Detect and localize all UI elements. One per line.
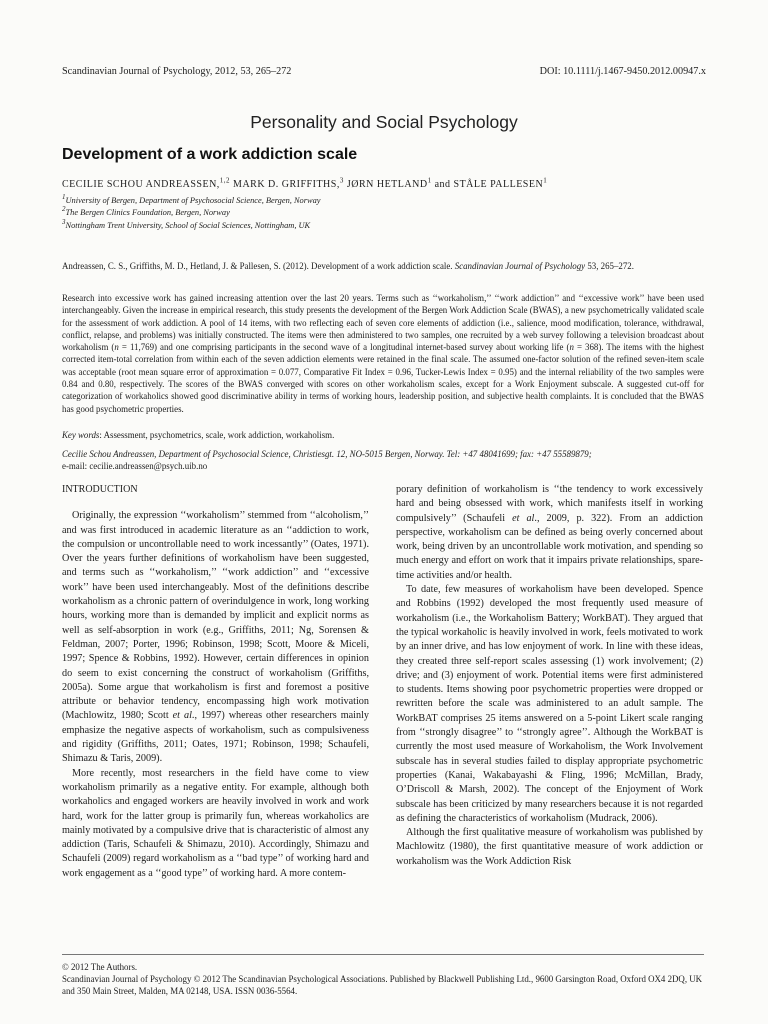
affiliation-mark: 2	[62, 205, 66, 214]
affiliation-list	[62, 195, 320, 232]
correspondence	[62, 448, 704, 473]
paragraph-text: ., 2009, p. 322). From an addiction perspective, workaholism can be defined as being overly concerned about work, being driven by an uncontrollable work motivation, and spending so much energy and effort on work that it impairs private relationships, spare-time activities and/or health.	[396, 512, 704, 581]
abstract-text: Research into excessive work has gained increasing attention over the last 20 years. Terms such as ‘‘workaholism,’’ ‘‘work addiction’’ and ‘‘excessive work’’ have been used interchangeably. Given the increase in empirical research, this study presents the development of the Bergen Work Addiction Scale (BWAS), a new psychometrically validated scale for the assessment of work addiction. A pool of 14 items, with two reflecting each of seven core elements of addiction (i.e., salience, mood modification, tolerance, withdrawal, conflict, relapse, and problems) was initially constructed. The items were then administered to two samples, one recruited by a web survey following a television broadcast about workaholism (	[62, 293, 704, 353]
affiliation	[62, 195, 320, 207]
abstract	[62, 292, 704, 415]
abstract-n-symbol: n	[569, 342, 574, 353]
paragraph: To date, few measures of workaholism have been developed. Spence and Robbins (1992) developed the most frequently used measure of workaholism (i.e., the Workaholism Battery; WorkBAT). They argued that the typical workaholic is heavily involved in work, feels motivated to work by an inner drive, and has low enjoyment of work. In line with these ideas, they created three self-report scales assessing (1) work involvement; (2) drive; and (3) enjoyment of work. Potential items were first administered to students. Items showing poor psychometric properties were dropped or rewritten before the scale was administered to an adult sample. The WorkBAT comprises 25 items answered on a 5-point Likert scale ranging from ‘‘strongly disagree’’ to ‘‘strongly agree’’. Although the WorkBAT is currently the most used measure of Workaholism, the Work Involvement subscale has in several studies failed to display appropriate psychometric properties (Kanai, Wakabayashi & Fling, 1996; McMillan, Brady, O’Driscoll & Marsh, 2002). The concept of the Enjoyment of Work subscale has been criticized by many researchers because it is not regarded as defining the characteristics of workaholism (Mudrack, 2006).	[396, 584, 703, 824]
journal-citation-header: Scandinavian Journal of Psychology, 2012, 53, 265–272	[62, 66, 292, 77]
keywords-label: Key words	[62, 430, 100, 440]
paragraph-text: et al	[512, 512, 535, 524]
page-footer	[62, 961, 704, 998]
copyright-line: © 2012 The Authors.	[62, 962, 138, 972]
author-affil-mark: 3	[339, 176, 344, 185]
abstract-text: = 368). The items with the highest corrected item-total correlation from within each of the seven addiction elements were retained in the final scale. The assumed one-factor solution of the refined seven-item scale was acceptable (root mean square error of approximation = 0.077, Comparative Fit Index = 0.96, Tucker-Lewis Index = 0.95) and the internal reliability of the two samples were 0.84 and 0.80, respectively. The scores of the BWAS converged with scores on other workaholism scales, except for a Work Enjoyment subscale. A suggested cut-off for categorization of workaholics showed good discriminative ability in terms of working hours, leadership position, and subjective health complaints. It is concluded that the BWAS has good psychometric properties.	[62, 342, 704, 414]
author-list	[62, 176, 548, 190]
abstract-text: = 11,769) and one comprising participants in the second wave of a longitudinal internet-based survey about working life (	[118, 342, 570, 353]
paragraph	[62, 509, 369, 766]
citation-block	[62, 260, 704, 272]
author-affil-mark: 1,2	[219, 176, 231, 185]
paragraph: Although the first qualitative measure of workaholism was published by Machlowitz (1980), the first quantitative measure of work addiction or workaholism was the Work Addiction Risk	[396, 827, 703, 867]
paragraph-text: ., 1997) whereas other researchers mainly emphasize the negative aspects of workaholism, such as compulsiveness and rigidity (Griffiths, 2011; Oates, 1971; Robinson, 1998; Schaufeli, Shimazu & Taris, 2009).	[62, 710, 370, 765]
running-header	[62, 66, 706, 80]
article-title: Development of a work addiction scale	[62, 146, 358, 163]
citation-text: Andreassen, C. S., Griffiths, M. D., Hetland, J. & Pallesen, S. (2012). Development of a work addiction scale.	[62, 261, 455, 271]
section-heading: INTRODUCTION	[62, 484, 138, 495]
body-column-right	[396, 483, 703, 869]
affiliation	[62, 207, 320, 219]
affiliation-text: University of Bergen, Department of Psychosocial Science, Bergen, Norway	[65, 196, 321, 205]
keywords	[62, 430, 704, 440]
section-title: Personality and Social Psychology	[250, 112, 518, 132]
paragraph-text: et al	[172, 710, 192, 722]
affiliation-mark: 3	[62, 218, 66, 227]
doi-link[interactable]: DOI: 10.1111/j.1467-9450.2012.00947.x	[539, 66, 706, 77]
author-name: and STÅLE PALLESEN	[431, 179, 544, 190]
affiliation-text: Nottingham Trent University, School of Social Sciences, Nottingham, UK	[65, 220, 311, 230]
citation-journal: Scandinavian Journal of Psychology	[454, 261, 586, 271]
abstract-n-symbol: n	[114, 342, 119, 353]
author-name: MARK D. GRIFFITHS,	[230, 179, 340, 190]
citation-volume-pages: 53, 265–272.	[585, 261, 634, 271]
body-column-left	[62, 483, 369, 881]
author-affil-mark: 1	[543, 176, 548, 185]
author-name: JØRN HETLAND	[343, 179, 428, 190]
paragraph	[396, 483, 703, 583]
publisher-line: Scandinavian Journal of Psychology © 2012 The Scandinavian Psychological Associations. Published by Blackwell Publishing Ltd., 9600 Garsington Road, Oxford OX4 2DQ, UK and 350 Main Street, Malden, MA 02148, USA. ISSN 0036-5564.	[62, 974, 703, 997]
footer-divider	[62, 954, 704, 955]
affiliation	[62, 220, 320, 232]
affiliation-text: The Bergen Clinics Foundation, Bergen, Norway	[65, 208, 230, 218]
correspondence-address: Cecilie Schou Andreassen, Department of Psychosocial Science, Christiesgt. 12, NO-5015 Bergen, Norway. Tel: +47 48041699; fax: +47 55589879;	[62, 449, 592, 459]
paragraph: More recently, most researchers in the field have come to view workaholism primarily as a negative entity. For example, although both workaholics and engaged workers are heavily involved in work and work hard, work for the latter group is primarily fun, whereas workaholics are mainly motivated by a compulsive drive that is characteristic of almost any addiction (Taris, Schaufeli & Shimazu, 2010). Accordingly, Shimazu and Schaufeli (2009) regard workaholism as a ‘‘bad type’’ of working hard and work engagement as a ‘‘good type’’ of working hard. A more contem-	[62, 767, 369, 879]
paragraph-text: Originally, the expression ‘‘workaholism’’ stemmed from ‘‘alcoholism,’’ and was first introduced in academic literature as an ‘‘addiction to work, the compulsion or uncontrollable need to work incessantly’’ (Oates, 1971). Over the years further definitions of workaholism have been suggested, and terms such as ‘‘workaholism,’’ ‘‘work addiction’’ and ‘‘excessive work’’ have been used interchangeably. Most of the definitions describe workaholism as a chronic pattern of overindulgence in work, long working hours, working more than is demanded by implicit and explicit norms as well as self-absorption in work (e.g., Griffiths, 2011; Ng, Sorensen & Feldman, 2007; Porter, 1996; Robinson, 1998; Scott, Moore & Miceli, 1997; Spence & Robbins, 1992). However, certain differences in opinion do seem to exist concerning the construct of workaholism (Griffiths, 2005a). Some argue that workaholism is first and foremost a positive attribute or behavior tendency, encompassing high work motivation (Machlowitz, 1980; Scott	[62, 510, 369, 722]
correspondence-email[interactable]: e-mail: cecilie.andreassen@psych.uib.no	[62, 461, 208, 472]
keywords-text: : Assessment, psychometrics, scale, work addiction, workaholism.	[99, 430, 335, 440]
author-affil-mark: 1	[427, 176, 432, 185]
paragraph-text: porary definition of workaholism is ‘‘the tendency to work excessively hard and being obsessed with work, which manifests itself in working compulsively’’ (Schaufeli	[396, 484, 703, 524]
author-name: CECILIE SCHOU ANDREASSEN,	[62, 179, 220, 190]
affiliation-mark: 1	[62, 193, 66, 202]
